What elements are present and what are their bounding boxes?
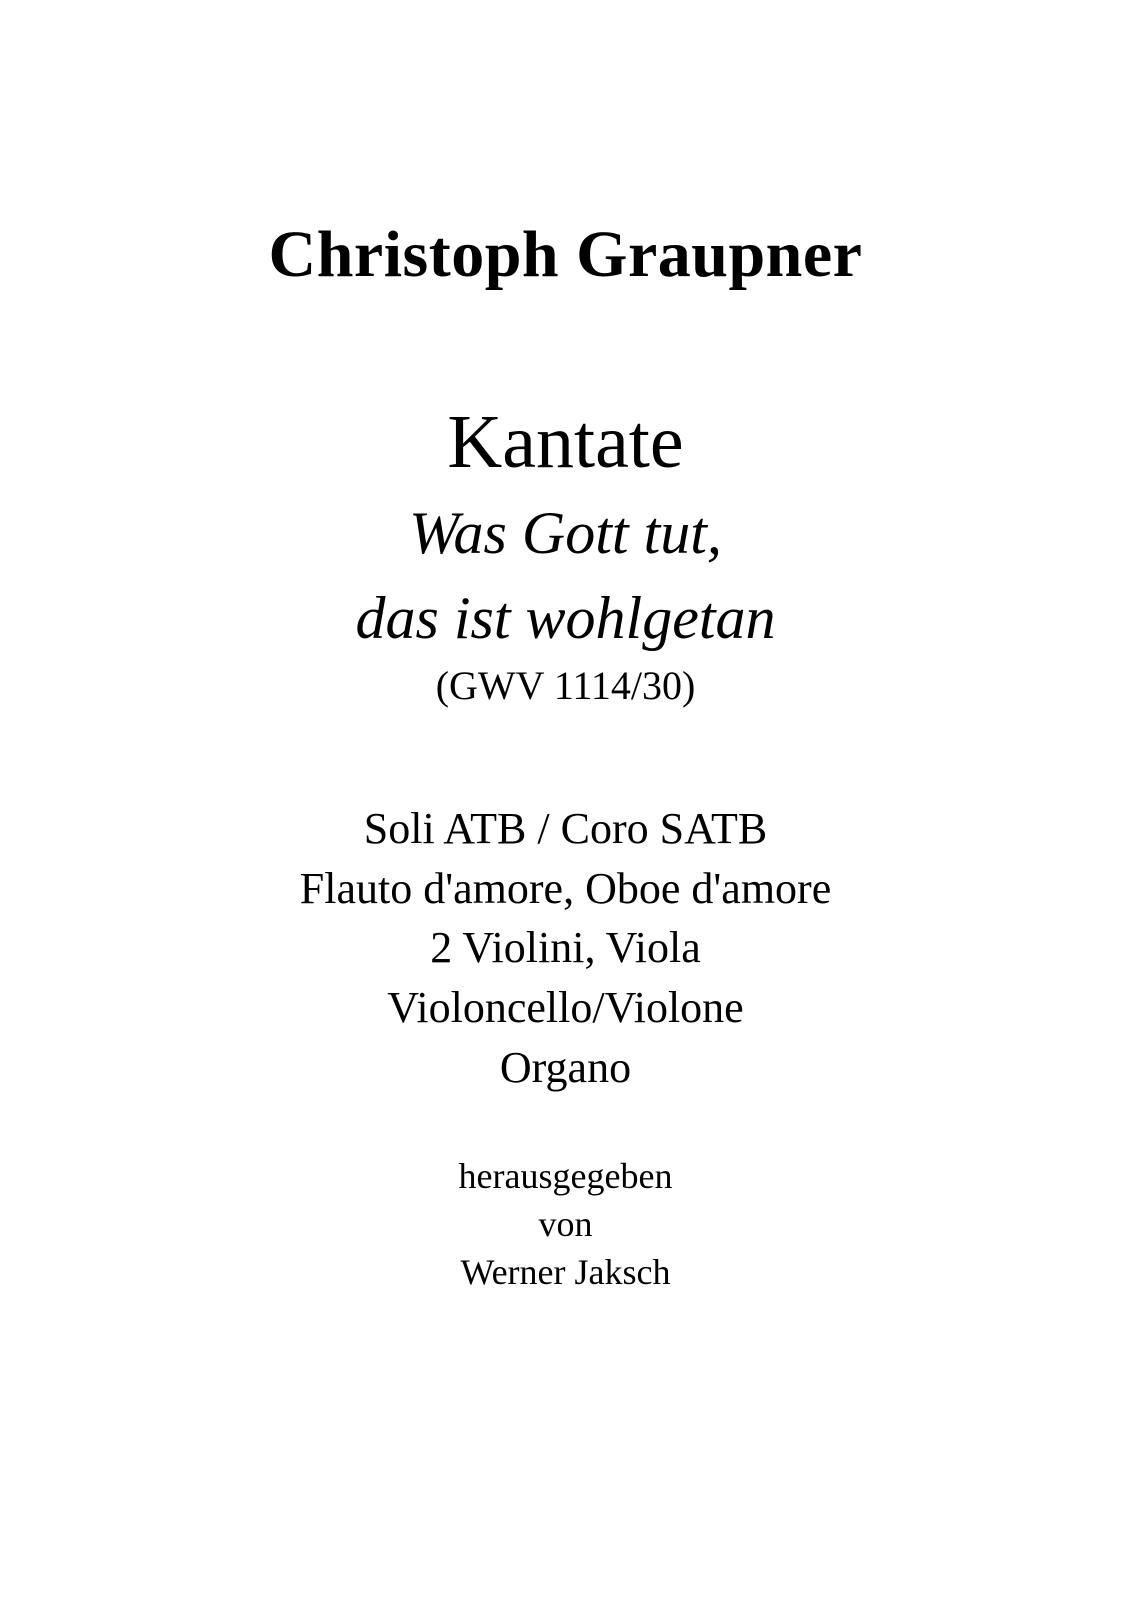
instrumentation-line: Organo	[499, 1043, 632, 1092]
editor-name: Werner Jaksch	[460, 1252, 671, 1292]
genre-heading: Kantate	[447, 400, 684, 484]
instrumentation-line: Soli ATB / Coro SATB	[363, 804, 768, 853]
work-title-line-1: Was Gott tut,	[409, 500, 722, 566]
editor-credit-preposition: von	[538, 1204, 593, 1244]
catalog-number: (GWV 1114/30)	[435, 663, 696, 708]
instrumentation-line: 2 Violini, Viola	[430, 923, 701, 972]
work-title-line-2: das ist wohlgetan	[355, 585, 776, 651]
instrumentation-line: Violoncello/Violone	[387, 983, 744, 1032]
instrumentation-line: Flauto d'amore, Oboe d'amore	[299, 864, 832, 913]
editor-credit-label: herausgegeben	[458, 1156, 673, 1196]
composer-name: Christoph Graupner	[268, 218, 863, 291]
